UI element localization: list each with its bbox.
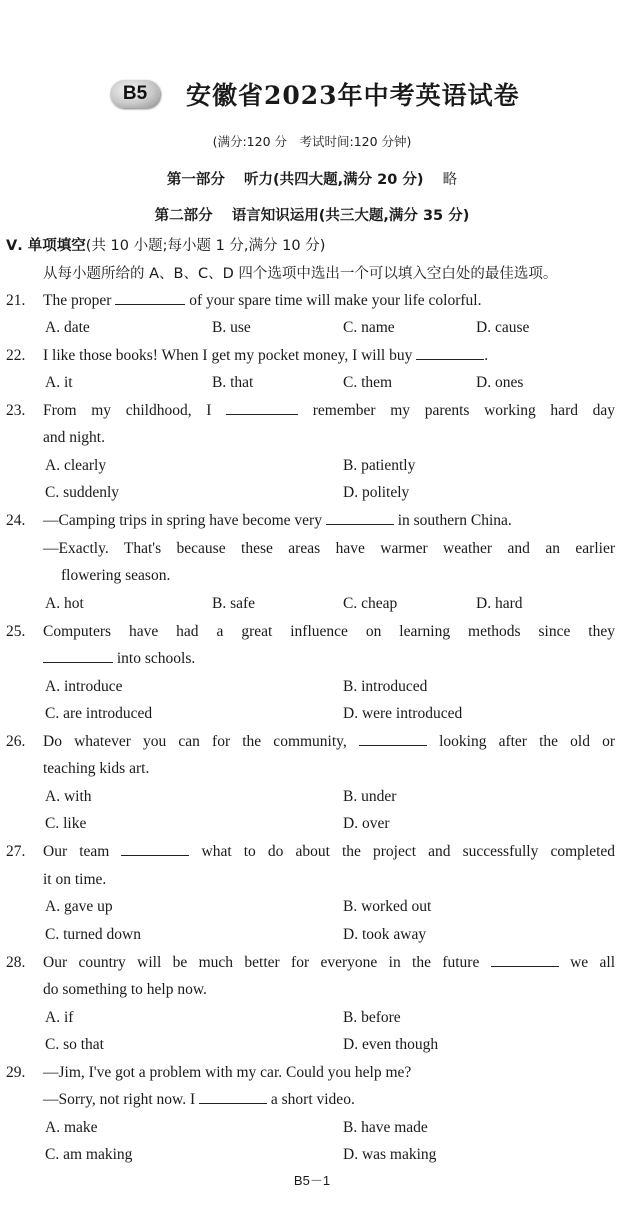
page-number: B5－1 (293, 1173, 331, 1188)
part-two-text: 语言知识运用(共三大题,满分 35 分) (231, 208, 470, 224)
option-a[interactable]: A. hot (45, 595, 84, 612)
option-b[interactable]: B. have made (343, 1119, 428, 1136)
answer-blank[interactable] (359, 732, 427, 746)
option-c[interactable]: C. are introduced (45, 705, 153, 722)
option-d[interactable]: D. ones (476, 374, 524, 391)
question-stem: —Jim, I've got a problem with my car. Could you help me? (43, 1064, 412, 1081)
answer-blank[interactable] (115, 291, 185, 305)
option-c[interactable]: C. am making (45, 1146, 133, 1163)
option-b[interactable]: B. that (212, 374, 254, 391)
part-one-note: 略 (442, 172, 458, 188)
question-reply: —Exactly. That's because these areas have warmer weather and an earlier (43, 540, 615, 557)
question-reply: —Sorry, not right now. I a short video. (43, 1091, 355, 1108)
question-stem: From my childhood, I remember my parents working hard day (43, 402, 616, 419)
question-number: 22. (6, 347, 26, 364)
answer-blank[interactable] (43, 649, 113, 663)
section-heading (6, 236, 325, 256)
question-number: 26. (6, 733, 26, 750)
option-c[interactable]: C. turned down (45, 926, 142, 943)
option-b[interactable]: B. use (212, 319, 251, 336)
option-a[interactable]: A. clearly (45, 457, 107, 474)
option-a[interactable]: A. with (45, 788, 92, 805)
option-d[interactable]: D. cause (476, 319, 530, 336)
option-b[interactable]: B. patiently (343, 457, 416, 474)
option-b[interactable]: B. introduced (343, 678, 428, 695)
option-b[interactable]: B. under (343, 788, 397, 805)
section-instruction: 从每小题所给的 A、B、C、D 四个选项中选出一个可以填入空白处的最佳选项。 (43, 266, 558, 282)
option-b[interactable]: B. before (343, 1009, 401, 1026)
question-stem: Computers have had a great influence on learning methods since they (43, 623, 615, 640)
question-stem-continued: do something to help now. (43, 981, 207, 998)
question-stem: Our team what to do about the project and successfully completed (43, 843, 616, 860)
answer-blank[interactable] (491, 953, 559, 967)
option-d[interactable]: D. over (343, 815, 390, 832)
question-number: 21. (6, 292, 26, 309)
part-one-text: 听力(共四大题,满分 20 分) (243, 172, 424, 188)
section-title: Ⅴ. 单项填空 (6, 238, 86, 254)
option-d[interactable]: D. were introduced (343, 705, 463, 722)
option-d[interactable]: D. hard (476, 595, 523, 612)
option-a[interactable]: A. date (45, 319, 90, 336)
question-number: 23. (6, 402, 26, 419)
exam-meta: (满分:120 分 考试时间:120 分钟) (212, 134, 412, 149)
section-note: (共 10 小题;每小题 1 分,满分 10 分) (85, 238, 326, 254)
option-c[interactable]: C. them (343, 374, 393, 391)
question-stem-continued: and night. (43, 429, 105, 446)
question-stem: Our country will be much better for everyone in the future we all (43, 954, 615, 971)
answer-blank[interactable] (416, 346, 484, 360)
part-two-heading (0, 204, 624, 225)
option-c[interactable]: C. name (343, 319, 395, 336)
page-title: 安徽省2023年中考英语试卷 (186, 81, 520, 110)
question-number: 25. (6, 623, 26, 640)
question-number: 28. (6, 954, 26, 971)
question-number: 27. (6, 843, 26, 860)
question-stem: Do whatever you can for the community, looking after the old or (43, 733, 616, 750)
question-number: 24. (6, 512, 26, 529)
option-a[interactable]: A. make (45, 1119, 98, 1136)
question-stem-continued: into schools. (43, 649, 615, 669)
option-a[interactable]: A. if (45, 1009, 74, 1026)
option-b[interactable]: B. safe (212, 595, 256, 612)
question-stem: —Camping trips in spring have become very in southern China. (43, 512, 512, 529)
question-stem-continued: it on time. (43, 871, 107, 888)
question-number: 29. (6, 1064, 26, 1081)
question-stem: I like those books! When I get my pocket money, I will buy . (43, 347, 489, 364)
option-d[interactable]: D. was making (343, 1146, 437, 1163)
option-a[interactable]: A. gave up (45, 898, 113, 915)
option-c[interactable]: C. cheap (343, 595, 398, 612)
answer-blank[interactable] (326, 511, 394, 525)
option-c[interactable]: C. so that (45, 1036, 104, 1053)
part-one-label: 第一部分 (166, 172, 225, 188)
answer-blank[interactable] (226, 401, 298, 415)
answer-blank[interactable] (121, 842, 189, 856)
answer-blank[interactable] (199, 1090, 267, 1104)
question-reply-continued: flowering season. (61, 567, 171, 584)
header (0, 74, 624, 114)
part-two-label: 第二部分 (154, 208, 213, 224)
question-stem: The proper of your spare time will make your life colorful. (43, 292, 482, 309)
question-stem-continued: teaching kids art. (43, 760, 150, 777)
paper-code-badge: B5 (110, 80, 160, 108)
part-one-heading (0, 168, 624, 189)
option-d[interactable]: D. took away (343, 926, 427, 943)
option-d[interactable]: D. even though (343, 1036, 439, 1053)
option-c[interactable]: C. like (45, 815, 87, 832)
option-d[interactable]: D. politely (343, 484, 410, 501)
option-c[interactable]: C. suddenly (45, 484, 120, 501)
option-b[interactable]: B. worked out (343, 898, 432, 915)
option-a[interactable]: A. introduce (45, 678, 123, 695)
option-a[interactable]: A. it (45, 374, 73, 391)
